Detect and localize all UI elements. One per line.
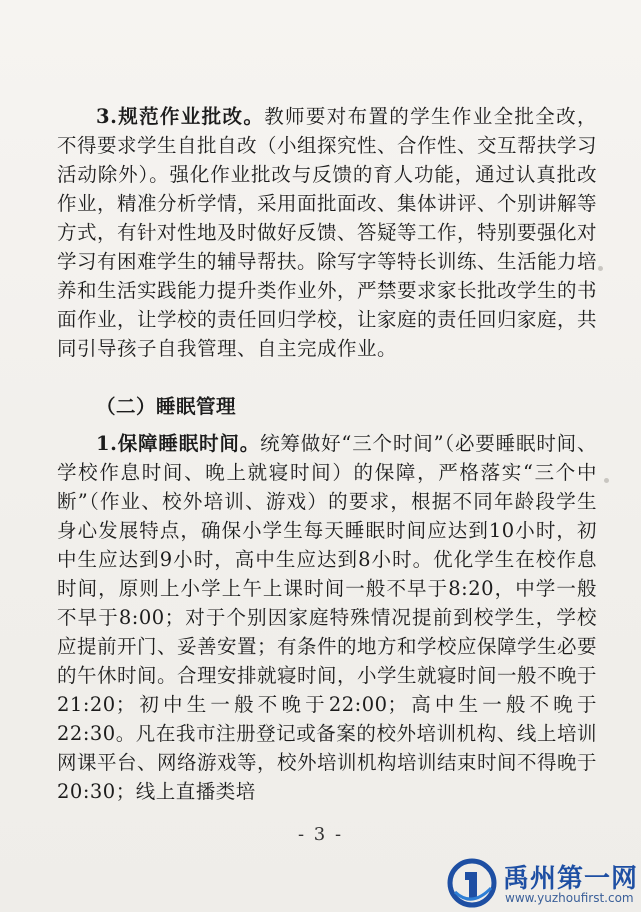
page-number: - 3 - xyxy=(297,824,344,845)
site-watermark[interactable] xyxy=(447,856,637,908)
paragraph-lead: 3.规范作业批改。 xyxy=(96,105,265,128)
section-heading: （二）睡眠管理 xyxy=(96,395,237,418)
section-heading-block xyxy=(57,392,597,421)
paragraph-sleep-time xyxy=(57,429,597,806)
watermark-title: 禹州第一网 xyxy=(503,864,639,894)
paragraph-homework-grading xyxy=(57,102,597,363)
watermark-url: www.yuzhoufirst.com xyxy=(505,891,634,905)
scan-speck xyxy=(604,478,609,483)
scan-speck xyxy=(598,266,603,271)
site-logo-icon xyxy=(447,858,497,908)
paragraph-body: 统筹做好“三个时间”（必要睡眠时间、学校作息时间、晚上就寝时间）的保障，严格落实“三个中断”（作业、校外培训、游戏）的要求，根据不同年龄段学生身心发展特点，确保小学生每天睡眠时间应达到10小时，初中生应达到9小时，高中生应达到8小时。优化学生在校作息时间，原则上小学上午上课时间一般不早于8:20，中学一般不早于8:00；对于个别因家庭特殊情况提前到校学生，学校应提前开门、妥善安置；有条件的地方和学校应保障学生必要的午休时间。合理安排就寝时间，小学生就寝时间一般不晚于21:20；初中生一般不晚于22:00；高中生一般不晚于22:30。凡在我市注册登记或备案的校外培训机构、线上培训网课平台、网络游戏等，校外培训机构培训结束时间不得晚于20:30；线上直播类培 xyxy=(57,432,598,803)
paragraph-body: 教师要对布置的学生作业全批全改，不得要求学生自批自改（小组探究性、合作性、交互帮扶学习活动除外）。强化作业批改与反馈的育人功能，通过认真批改作业，精准分析学情，采用面批面改、集体讲评、个别讲解等方式，有针对性地及时做好反馈、答疑等工作，特别要强化对学习有困难学生的辅导帮扶。除写字等特长训练、生活能力培养和生活实践能力提升类作业外，严禁要求家长批改学生的书面作业，让学校的责任回归学校，让家庭的责任回归家庭，共同引导孩子自我管理、自主完成作业。 xyxy=(57,105,598,360)
paragraph-lead: 1.保障睡眠时间。 xyxy=(96,432,261,455)
